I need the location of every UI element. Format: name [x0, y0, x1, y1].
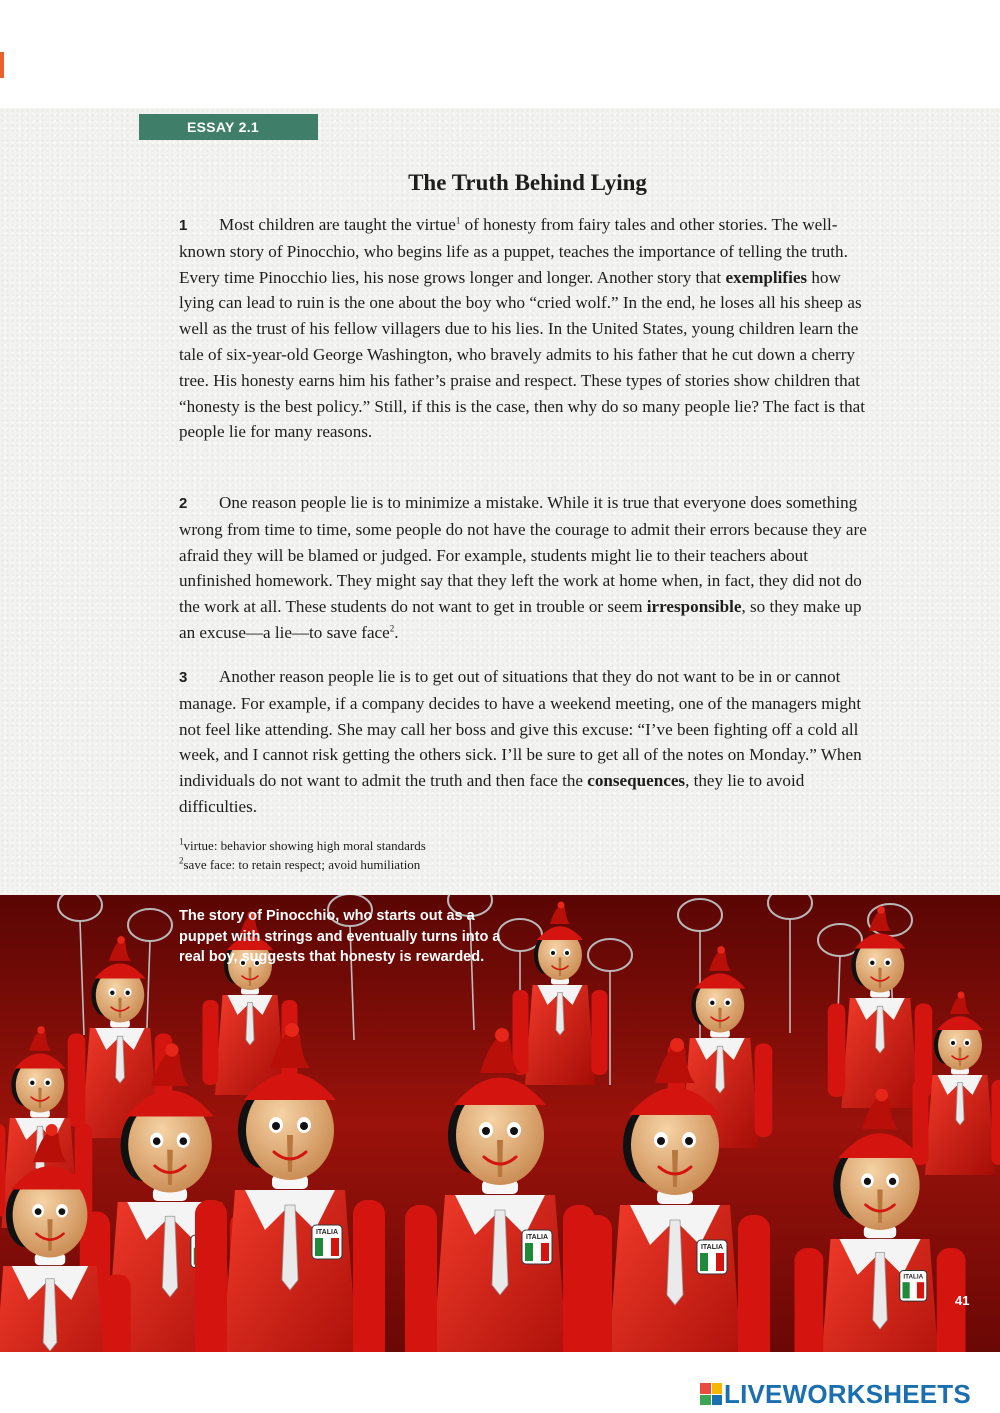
footnote-mark: 1: [179, 836, 184, 847]
essay-tag: ESSAY 2.1: [139, 114, 318, 140]
footnote-ref: 1: [455, 215, 461, 226]
paragraph-number: 3: [179, 669, 188, 686]
photo-caption: The story of Pinocchio, who starts out as a puppet with strings and eventually turns into a real boy, suggests that honesty is rewarded.: [179, 908, 501, 965]
paragraph-number: 2: [179, 495, 188, 512]
page-title: The Truth Behind Lying: [408, 170, 647, 195]
paragraph-1: [179, 212, 874, 445]
liveworksheets-icon: [700, 1383, 722, 1405]
paragraph-body: Most children are taught the virtue$^1$ of honesty from fairy tales and other stories. The well-known story of Pinocchio, who begins life as a puppet, teaches the importance of telling the truth. Every time Pinocchio lies, his nose grows longer and longer. Another story that exemplifies how lying can lead to ruin is the one about the boy who “cried wolf.” In the end, he loses all his sheep as well as the trust of his fellow villagers due to his lies. In the United States, young children learn the tale of six-year-old George Washington, who bravely admits to his father that he cut down a cherry tree. His honesty earns him his father’s praise and respect. These types of stories show children that “honesty is the best policy.” Still, if this is the case, then why do so many people lie? The fact is that people lie for many reasons.: [179, 215, 865, 442]
key-term: consequences: [587, 771, 686, 791]
footnote-text: save face: to retain respect; avoid humiliation: [183, 857, 421, 872]
page-number: 41: [955, 1293, 970, 1308]
footnote-1: [179, 836, 679, 855]
footnote-ref: 2: [389, 623, 395, 634]
orange-edge-mark: [0, 52, 4, 78]
badge-label: ITALIA: [700, 1244, 724, 1251]
key-term: exemplifies: [725, 267, 808, 287]
liveworksheets-wordmark: LIVEWORKSHEETS: [724, 1378, 971, 1409]
liveworksheets-logo: [700, 1376, 971, 1412]
paragraph-3: [179, 664, 874, 820]
badge-label: ITALIA: [525, 1234, 549, 1241]
footnote-mark: 2: [179, 855, 184, 866]
paragraph-2: [179, 490, 874, 646]
paragraph-number: 1: [179, 217, 188, 234]
key-term: irresponsible: [646, 597, 742, 617]
badge-label: ITALIA: [315, 1229, 339, 1236]
footnote-text: virtue: behavior showing high moral standards: [183, 838, 426, 853]
badge-label: ITALIA: [903, 1273, 924, 1281]
footnote-2: [179, 855, 679, 874]
paragraph-body: Another reason people lie is to get out of situations that they do not want to be in or cannot manage. For example, if a company decides to have a weekend meeting, one of the managers might not feel like attending. She may call her boss and give this excuse: “I’ve been fighting off a cold all week, and I cannot risk getting the others sick. I’ll be sure to get all of the notes on Monday.” When individuals do not want to admit the truth and then face the consequences, they lie to avoid difficulties.: [179, 667, 862, 816]
paragraph-body: One reason people lie is to minimize a mistake. While it is true that everyone does something wrong from time to time, some people do not have the courage to admit their errors because they are afraid they will be blamed or judged. For example, students might lie to their teachers about unfinished homework. They might say that they left the work at home when, in fact, they did not do the work at all. These students do not want to get in trouble or seem irresponsible, so they make up an excuse—a lie—to save face$^2$.: [179, 493, 867, 642]
